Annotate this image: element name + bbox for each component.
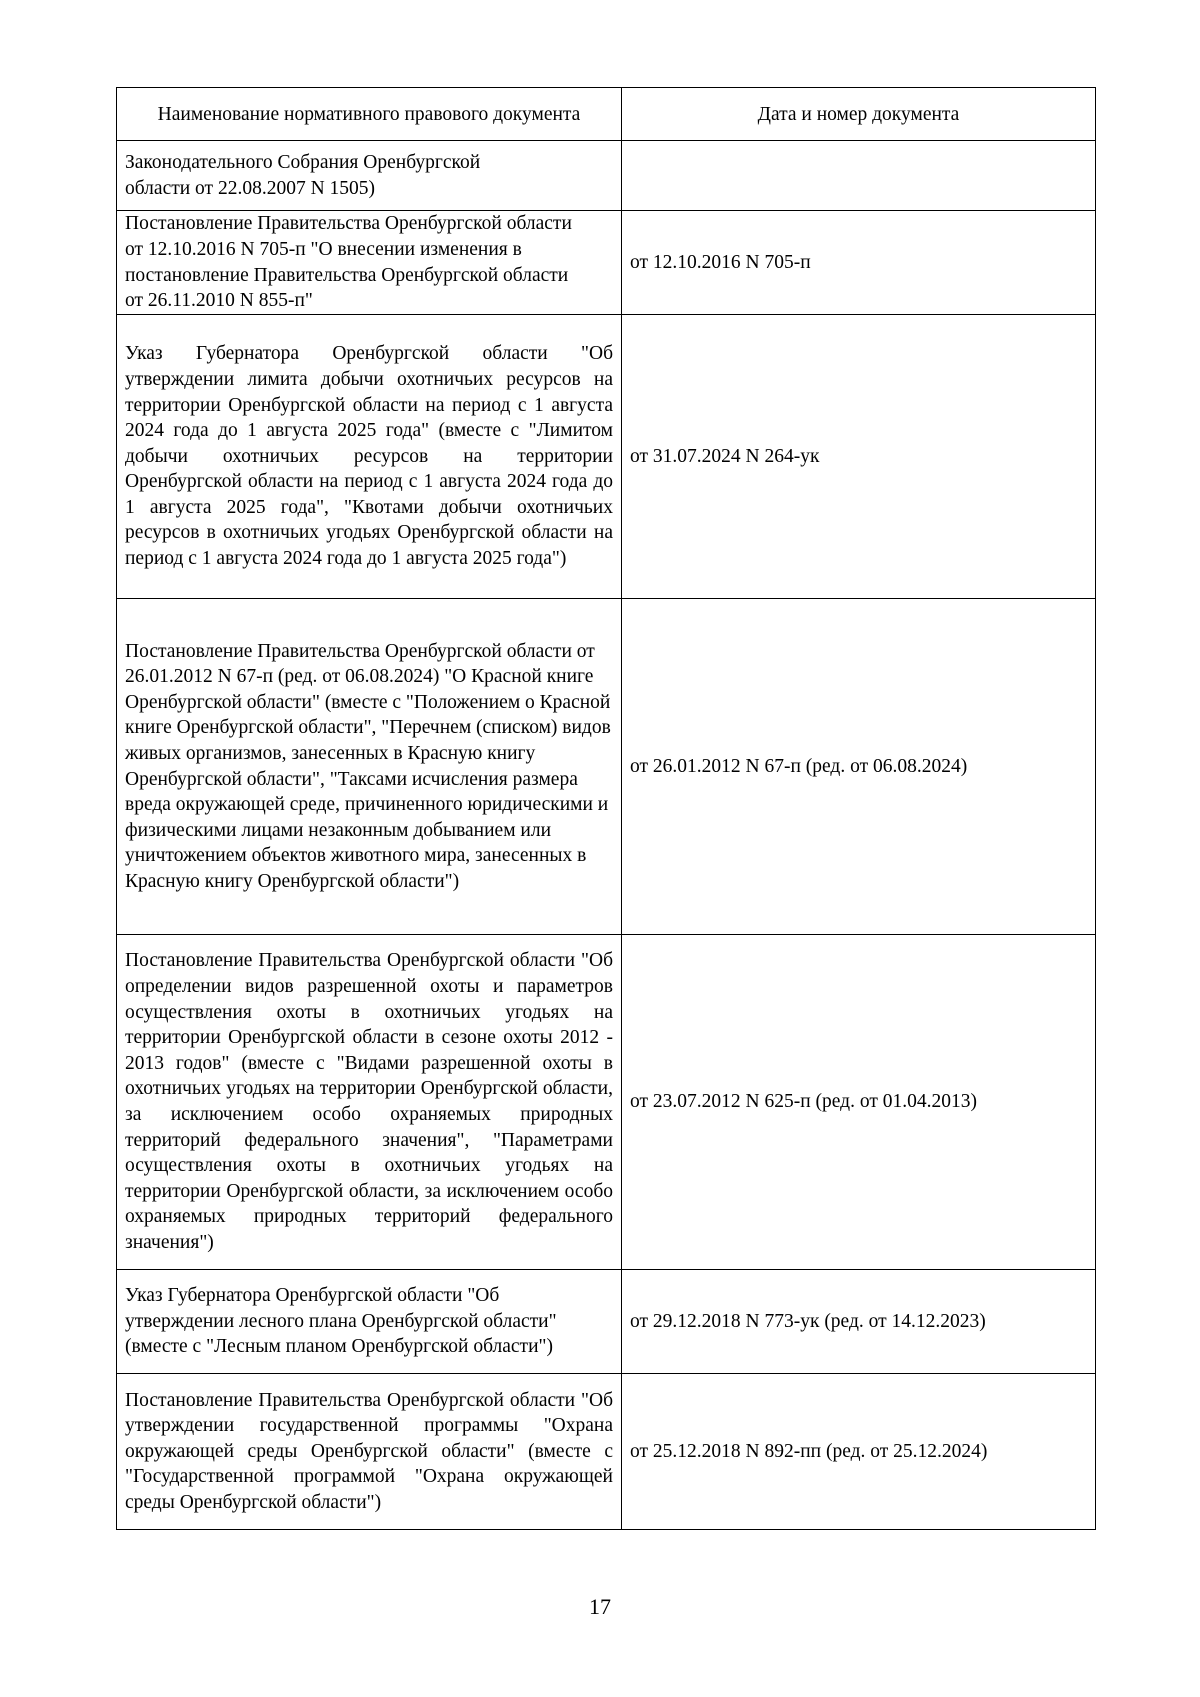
document-date: от 29.12.2018 N 773-ук (ред. от 14.12.2023) — [630, 1310, 986, 1332]
table-row — [117, 141, 1096, 211]
table-row — [117, 935, 1096, 1270]
document-name: Постановление Правительства Оренбургской области "Об определении видов разрешенной охоты и параметров осуществления охоты в охотничьих угодьях на территории Оренбургской области в сезоне охоты 2012 - 2013 годов" (вместе с "Видами разрешенной охоты в охотничьих угодьях на территории Оренбургской области, за исключением особо охраняемых природных территорий федерального значения", "Параметрами осуществления охоты в охотничьих угодьях на территории Оренбургской области, за исключением особо охраняемых природных территорий федерального значения") — [125, 950, 613, 1253]
table-header-row — [117, 88, 1096, 141]
header-document-name: Наименование нормативного правового документа — [117, 88, 622, 141]
document-date: от 23.07.2012 N 625-п (ред. от 01.04.2013) — [630, 1091, 977, 1113]
document-date-cell — [622, 141, 1096, 211]
header-document-date: Дата и номер документа — [622, 88, 1096, 141]
table-row — [117, 1270, 1096, 1374]
document-name-cell — [117, 935, 622, 1270]
page-number: 17 — [589, 1594, 611, 1619]
document-date-cell — [622, 211, 1096, 315]
document-name-cell — [117, 315, 622, 599]
document-date: от 25.12.2018 N 892-пп (ред. от 25.12.2024) — [630, 1440, 988, 1462]
document-date-cell — [622, 315, 1096, 599]
document-name-cell — [117, 1374, 622, 1530]
document-name: Указ Губернатора Оренбургской области "Об утверждении лимита добычи охотничьих ресурсов на территории Оренбургской области на период с 1 августа 2024 года до 1 августа 2025 года" (вместе с "Лимитом добычи охотничьих ресурсов на территории Оренбургской области на период с 1 августа 2024 года до 1 августа 2025 года", "Квотами добычи охотничьих ресурсов в охотничьих угодьях Оренбургской области на период с 1 августа 2024 года до 1 августа 2025 года") — [125, 343, 613, 570]
documents-table — [116, 87, 1096, 1530]
document-name: Законодательного Собрания Оренбургской области от 22.08.2007 N 1505) — [125, 151, 481, 199]
table-row — [117, 211, 1096, 315]
document-date-cell — [622, 1374, 1096, 1530]
document-date: от 26.01.2012 N 67-п (ред. от 06.08.2024) — [630, 755, 968, 777]
document-date-cell — [622, 1270, 1096, 1374]
document-date-cell — [622, 599, 1096, 935]
document-date: от 12.10.2016 N 705-п — [630, 251, 811, 273]
document-name-cell — [117, 599, 622, 935]
document-date-cell — [622, 935, 1096, 1270]
table-row — [117, 599, 1096, 935]
document-name-cell — [117, 1270, 622, 1374]
document-name-cell — [117, 211, 622, 315]
document-name-cell — [117, 141, 622, 211]
table-row — [117, 315, 1096, 599]
document-name: Постановление Правительства Оренбургской области от 12.10.2016 N 705-п "О внесении изменения в постановление Правительства Оренбургской области от 26.11.2010 N 855-п" — [125, 213, 572, 312]
document-name: Постановление Правительства Оренбургской области "Об утверждении государственной программы "Охрана окружающей среды Оренбургской области" (вместе с "Государственной программой "Охрана окружающей среды Оренбургской области") — [125, 1389, 613, 1513]
document-name: Указ Губернатора Оренбургской области "Об утверждении лесного плана Оренбургской области" (вместе с "Лесным планом Оренбургской области") — [125, 1285, 557, 1358]
table-row — [117, 1374, 1096, 1530]
document-date: от 31.07.2024 N 264-ук — [630, 445, 820, 467]
document-name: Постановление Правительства Оренбургской области от 26.01.2012 N 67-п (ред. от 06.08.2024) "О Красной книге Оренбургской области" (вместе с "Положением о Красной книге Оренбургской области", "Перечнем (списком) видов живых организмов, занесенных в Красную книгу Оренбургской области", "Таксами исчисления размера вреда окружающей среде, причиненного юридическими и физическими лицами незаконным добыванием или уничтожением объектов животного мира, занесенных в Красную книгу Оренбургской области") — [125, 640, 611, 892]
